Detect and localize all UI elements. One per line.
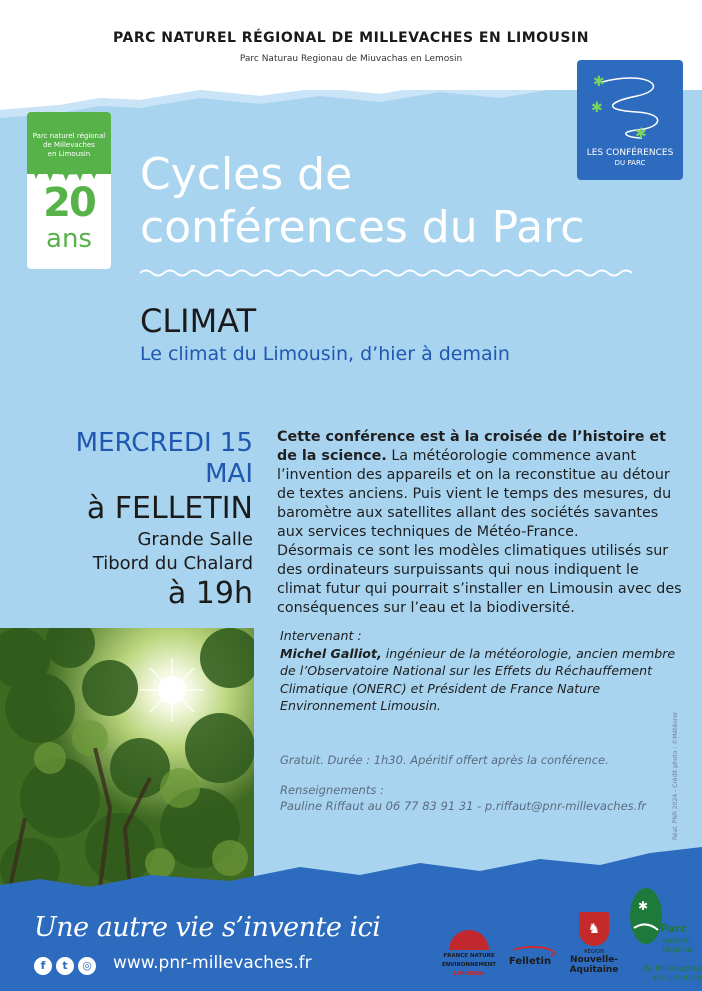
park-name: PARC NATUREL RÉGIONAL DE MILLEVACHES EN LIMOUSIN [113, 30, 589, 46]
speaker-name: Michel Galliot, [280, 645, 382, 661]
theme-heading: CLIMAT [140, 302, 257, 340]
region-line1: Nouvelle- [569, 955, 619, 965]
anniversary-number: 20 [43, 180, 95, 226]
svg-text:✱: ✱ [591, 100, 603, 116]
event-details [40, 428, 253, 612]
spiral-icon [577, 60, 683, 148]
description-body2: Désormais ce sont les modèles climatiques utilisés sur des ordinateurs surpuissants qui nous indiquent le climat futur qui pourrait s’installer en Limousin avec des conséquences sur l’eau et la biodiversité. [277, 543, 682, 616]
region-label: RÉGION [584, 949, 604, 955]
conferences-logo-line2: DU PARC [614, 159, 646, 167]
pricing-text: Gratuit. Durée : 1h30. Apéritif offert après la conférence. [280, 753, 609, 767]
contact-label: Renseignements : [280, 783, 384, 797]
facebook-icon[interactable]: f [34, 957, 52, 975]
anniversary-logo-caption: Parc naturel régional de Millevaches en Limousin [27, 112, 111, 174]
title-underline-wave [140, 268, 632, 278]
page-title [140, 148, 584, 254]
speaker-bio: ingénieur de la météorologie, ancien membre de l’Observatoire National sur les Effets du Réchauffement Climatique (ONERC) et Président de France Nature Environnement Limousin. [280, 645, 676, 713]
region-line2: Aquitaine [569, 965, 619, 975]
partner-felletin-logo [500, 938, 560, 978]
footer-slogan: Une autre vie s’invente ici [34, 912, 381, 943]
partner-region-logo [566, 912, 622, 982]
photo-credit: Réal. PNR 2024 - Crédit photo : ©Météorer [672, 711, 679, 840]
felletin-swoosh-icon [510, 946, 555, 960]
instagram-icon[interactable]: ◎ [78, 957, 96, 975]
svg-text:✱: ✱ [635, 126, 647, 142]
event-time: à 19h [167, 576, 253, 611]
event-day: MERCREDI 15 [75, 428, 253, 458]
speaker-info [280, 627, 680, 715]
event-description [277, 428, 687, 618]
conferences-logo [577, 60, 683, 180]
description-body1: La météorologie commence avant l’invention des appareils et on la reconstitue au détour de textes anciens. Puis vient le temps des mesures, du baromètre aux satellites allant des sociétés savantes aux services techniques de Météo-France. [277, 448, 672, 540]
description-lead: Cette conférence est à la croisée de l’histoire et de la science. [277, 429, 666, 464]
fne-sun-icon [449, 930, 489, 950]
park-name-occitan: Parc Naturau Regionau de Miuvachas en Lemosin [239, 54, 463, 64]
conferences-logo-line1: LES CONFÉRENCES [586, 148, 674, 158]
page-title-line2: conférences du Parc [140, 202, 585, 253]
practical-info [280, 752, 660, 814]
event-month: MAI [205, 459, 253, 489]
contact-text: Pauline Riffaut au 06 77 83 91 31 - p.riffaut@pnr-millevaches.fr [280, 799, 647, 813]
social-icons [34, 955, 100, 975]
page-title-line1: Cycles de [140, 149, 353, 200]
partner-pnr-logo [622, 884, 702, 984]
anniversary-logo [27, 112, 111, 269]
fne-line1: FRANCE NATURE [443, 953, 495, 959]
pnr-line4-5: de Millevaches en Limousin [642, 964, 702, 982]
event-venue-line1: Grande Salle [137, 529, 253, 550]
speaker-label: Intervenant : [280, 628, 362, 643]
pnr-leaf-icon [626, 884, 666, 946]
pnr-line1: Parc [660, 922, 688, 935]
region-shield-icon: ♞ [579, 912, 609, 946]
partner-fne-logo [440, 930, 498, 980]
event-town: à FELLETIN [86, 491, 253, 526]
event-venue-line2: Tibord du Chalard [92, 553, 253, 574]
subtheme-heading: Le climat du Limousin, d’hier à demain [140, 343, 510, 365]
pnr-line2-3: naturel régional [662, 936, 695, 954]
anniversary-unit: ans [46, 224, 92, 254]
fne-line2: ENVIRONNEMENT [441, 962, 497, 968]
fne-line3: LIMOUSIN [453, 971, 485, 977]
felletin-label: Felletin [508, 956, 552, 967]
svg-text:✱: ✱ [638, 899, 649, 913]
svg-text:✱: ✱ [593, 74, 605, 90]
twitter-icon[interactable]: t [56, 957, 74, 975]
website-link[interactable]: www.pnr-millevaches.fr [113, 953, 312, 973]
